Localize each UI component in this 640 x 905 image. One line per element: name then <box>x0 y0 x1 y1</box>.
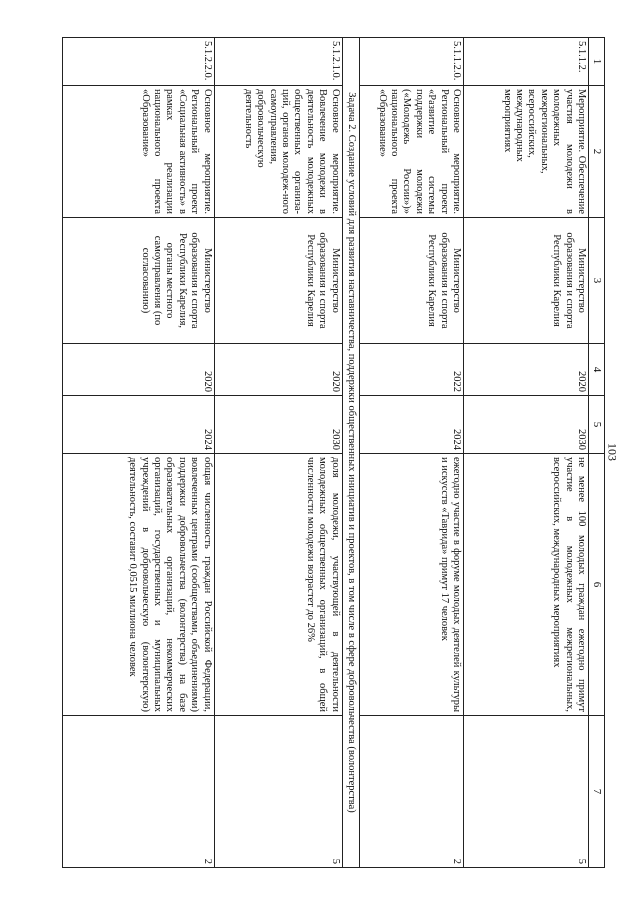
row-result: общая численность граждан Российской Федерации, вовлеченных центрами (сообществами, объединениями) поддержки добровольчества (волонтерства) на базе образовательных организаций, некоммерческих организаций, государственных и муниципальных учреждений в добровольческую (волонтерскую) деятельность, составит 0,0515 миллиона человек <box>62 454 214 716</box>
row-activity-name: Основное мероприятие. Вовлечение молодежи в деятельность молодежных общественных организа-ций, органов молодеж-ного самоуправления, добровольческую деятельность <box>214 86 342 218</box>
row-executor: Министерство образования и спорта Республики Карелия <box>464 218 589 344</box>
row-code: 5.1.1.2.0. <box>360 38 464 86</box>
row-end-year: 2030 <box>214 396 342 454</box>
row-col7: 2 <box>62 716 214 868</box>
task-heading: Задача 2. Создание условий для развития наставничества, поддержки общественных инициатив и проектов, в том числе в сфере добровольчества (волонтерства) <box>342 38 359 868</box>
row-col7: 5 <box>464 716 589 868</box>
row-result: ежегодно участие в форуме молодых деятелей культуры и искусств «Таврида» примут 17 человек <box>360 454 464 716</box>
row-end-year: 2024 <box>62 396 214 454</box>
header-cell-4: 4 <box>589 344 605 396</box>
row-start-year: 2020 <box>214 344 342 396</box>
row-executor: Министерство образования и спорта Республики Карелия <box>360 218 464 344</box>
table-row <box>360 38 464 868</box>
row-activity-name: Основное мероприятие. Региональный проект «Развитие системы поддержки молодежи («Молодежь России»)» национального проекта «Образование» <box>360 86 464 218</box>
document-page-rotated <box>35 37 605 867</box>
row-executor: Министерство образования и спорта Республики Карелия <box>214 218 342 344</box>
header-cell-6: 6 <box>589 454 605 716</box>
task-row <box>342 38 359 868</box>
row-activity-name: Основное мероприятие. Региональный проект «Социальная активность» в рамках реализации национального проекта «Образование» <box>62 86 214 218</box>
header-row <box>589 38 605 868</box>
row-executor: Министерство образования и спорта Республики Карелия, органы местного самоуправления (по согласованию) <box>62 218 214 344</box>
table-row <box>214 38 342 868</box>
header-cell-3: 3 <box>589 218 605 344</box>
row-code: 5.1.2.1.0. <box>214 38 342 86</box>
header-cell-5: 5 <box>589 396 605 454</box>
activities-table <box>62 37 605 868</box>
table-row <box>464 38 589 868</box>
row-end-year: 2030 <box>464 396 589 454</box>
row-start-year: 2020 <box>464 344 589 396</box>
table-row <box>62 38 214 868</box>
row-end-year: 2024 <box>360 396 464 454</box>
row-start-year: 2020 <box>62 344 214 396</box>
header-cell-2: 2 <box>589 86 605 218</box>
header-cell-1: 1 <box>589 38 605 86</box>
row-col7: 5 <box>214 716 342 868</box>
row-code: 5.1.1.2. <box>464 38 589 86</box>
row-activity-name: Мероприятие. Обеспечение участия молодежи в молодежных межрегиональных, всероссийских, международных мероприятиях <box>464 86 589 218</box>
row-result: доля молодежи, участвующей в деятельности молодежных общественных организаций, в общей численности молодежи возрастет до 26% <box>214 454 342 716</box>
row-code: 5.1.2.2.0. <box>62 38 214 86</box>
page-number: 103 <box>605 443 620 461</box>
header-cell-7: 7 <box>589 716 605 868</box>
row-col7: 2 <box>360 716 464 868</box>
row-start-year: 2022 <box>360 344 464 396</box>
row-result: не менее 100 молодых граждан ежегодно примут участие в молодежных межрегиональных, всероссийских, международных мероприятиях <box>464 454 589 716</box>
